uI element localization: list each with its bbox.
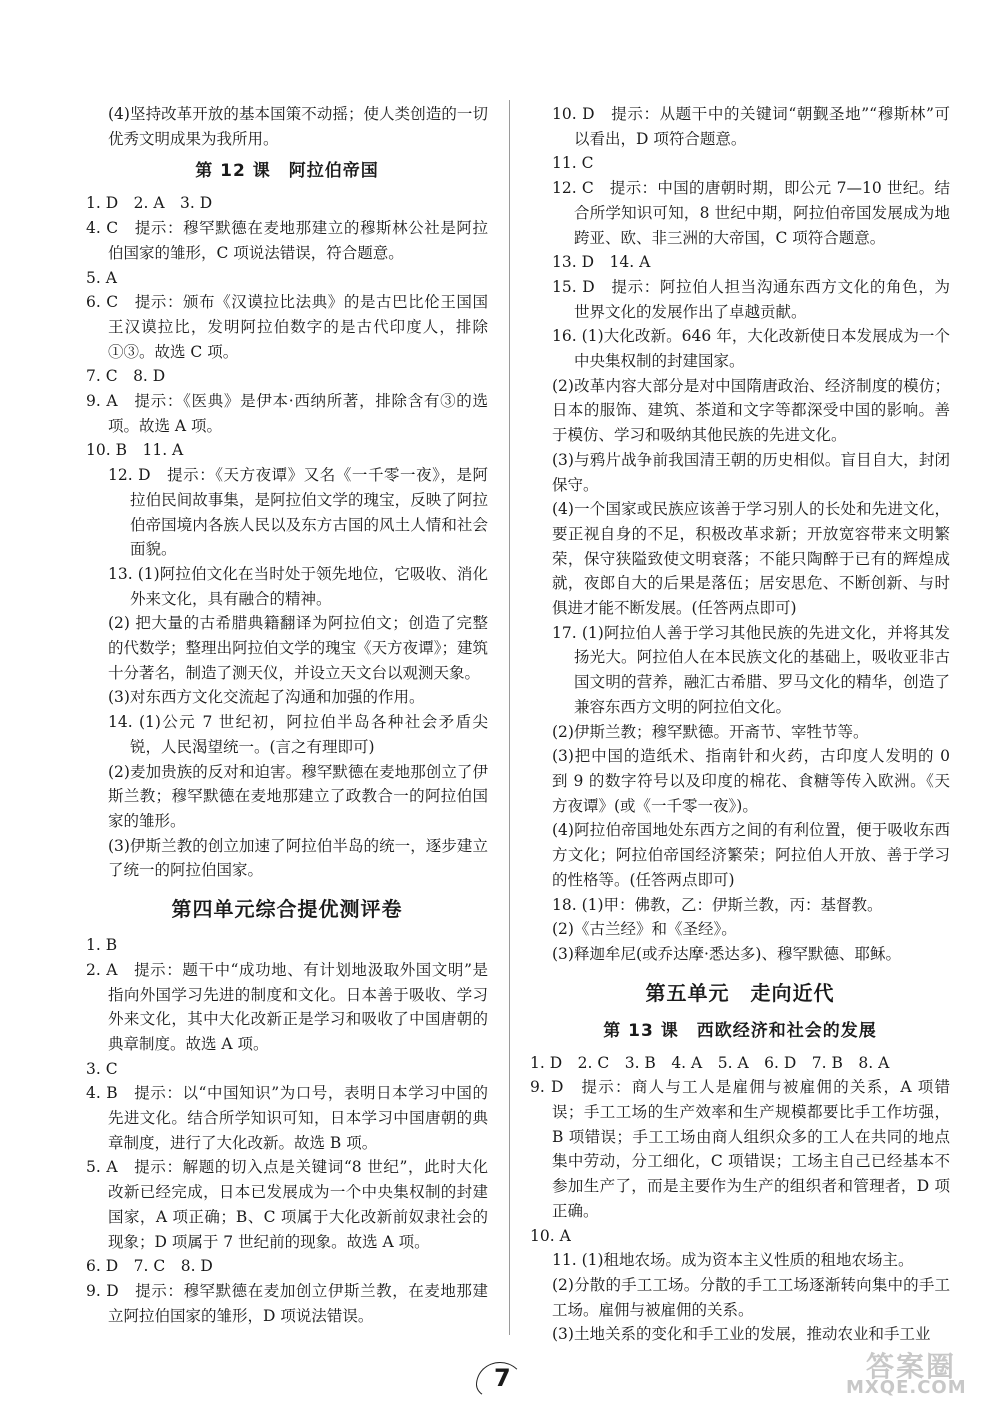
answer-line: 1. B	[86, 936, 118, 955]
answer-subline: (4)阿拉伯帝国地处东西方之间的有利位置，便于吸收东西方文化；阿拉伯帝国经济繁荣；阿拉伯人开放、善于学习的性格等。(任答两点即可)	[552, 821, 950, 889]
answer-line: 6. C 提示：颁布《汉谟拉比法典》的是古巴比伦王国国王汉谟拉比，发明阿拉伯数字的是古代印度人，排除①③。故选 C 项。	[86, 293, 488, 361]
answer-subline: (2)《古兰经》和《圣经》。	[552, 920, 737, 939]
answer-line: 17. (1)阿拉伯人善于学习其他民族的先进文化，并将其发扬光大。阿拉伯人在本民族文化的基础上，吸收亚非古国文明的营养，融汇古希腊、罗马文化的精华，创造了兼容东西方文明的阿拉伯文化。	[552, 623, 950, 716]
answer-line: 7. C 8. D	[86, 367, 166, 386]
answer-line: 6. D 7. C 8. D	[86, 1257, 213, 1276]
answer-subline: (4)一个国家或民族应该善于学习别人的长处和先进文化，要正视自身的不足，积极改革求新；开放宽容带来文明繁荣，保守狭隘致使文明衰落；不能只陶醉于已有的辉煌成就，夜郎自大的后果是落伍；居安思危、不断创新、与时俱进才能不断发展。(任答两点即可)	[552, 500, 950, 618]
answer-line: 9. D 提示：穆罕默德在麦加创立伊斯兰教，在麦地那建立阿拉伯国家的雏形，D 项说法错误。	[86, 1281, 488, 1325]
answer-subline: (3)释迦牟尼(或乔达摩·悉达多)、穆罕默德、耶稣。	[552, 944, 901, 963]
lesson-12-title: 第 12 课 阿拉伯帝国	[195, 161, 379, 182]
answer-subline: (3)对东西方文化交流起了沟通和加强的作用。	[108, 688, 425, 707]
watermark-url: MXQE.COM	[846, 1377, 967, 1398]
answer-subline: (2) 把大量的古希腊典籍翻译为阿拉伯文；创造了完整的代数学；整理出阿拉伯文学的瑰宝《天方夜谭》；建筑十分著名，制造了测天仪，并设立天文台以观测天象。	[108, 614, 488, 682]
column-divider	[509, 100, 510, 1335]
answer-subline: (2)麦加贵族的反对和迫害。穆罕默德在麦地那创立了伊斯兰教；穆罕默德在麦地那建立了政教合一的阿拉伯国家的雏形。	[108, 762, 488, 830]
answer-line: 3. C	[86, 1059, 118, 1078]
answer-line: 4. C 提示：穆罕默德在麦地那建立的穆斯林公社是阿拉伯国家的雏形，C 项说法错误，符合题意。	[86, 219, 488, 262]
answer-line: 12. C 提示：中国的唐朝时期，即公元 7—10 世纪。结合所学知识可知，8 世纪中期，阿拉伯帝国发展成为地跨亚、欧、非三洲的大帝国，C 项符合题意。	[552, 179, 950, 247]
answer-line: 9. D 提示：商人与工人是雇佣与被雇佣的关系，A 项错误；手工工场的生产效率和生产规模都要比手工作坊强，B 项错误；手工工场由商人组织众多的工人在共同的地点集中劳动，分工细化，C 项错误；工场主自己已经基本不参加生产了，而是主要作为生产的组织者和管理者，D 项正确。	[530, 1078, 950, 1220]
answer-line: 13. D 14. A	[552, 253, 651, 272]
answer-line: 14. (1)公元 7 世纪初，阿拉伯半岛各种社会矛盾尖锐，人民渴望统一。(言之有理即可)	[108, 713, 488, 756]
answer-line: 1. D 2. C 3. B 4. A 5. A 6. D 7. B 8. A	[530, 1053, 890, 1072]
answer-subline: (2)伊斯兰教；穆罕默德。开斋节、宰牲节等。	[552, 722, 869, 741]
unit-4-test-title: 第四单元综合提优测评卷	[171, 897, 403, 922]
answer-subline: (3)土地关系的变化和手工业的发展，推动农业和手工业	[552, 1325, 931, 1344]
answer-line: 5. A	[86, 268, 117, 287]
answer-subline: (2)分散的手工工场。分散的手工工场逐渐转向集中的手工工场。雇佣与被雇佣的关系。	[552, 1275, 950, 1319]
answer-subline: (2)改革内容大部分是对中国隋唐政治、经济制度的模仿；日本的服饰、建筑、茶道和文字等都深受中国的影响。善于模仿、学习和吸纳其他民族的先进文化。	[552, 376, 950, 445]
answer-line: 15. D 提示：阿拉伯人担当沟通东西方文化的角色，为世界文化的发展作出了卓越贡献。	[552, 277, 950, 321]
answer-subline: (3)伊斯兰教的创立加速了阿拉伯半岛的统一，逐步建立了统一的阿拉伯国家。	[108, 836, 488, 880]
page-number-text: 7	[494, 1364, 511, 1392]
answer-line: 2. A 提示：题干中“成功地、有计划地汲取外国文明”是指向外国学习先进的制度和文化。日本善于吸收、学习外来文化，其中大化改新正是学习和吸收了中国唐朝的典章制度。故选 A 项。	[86, 960, 488, 1053]
answer-line: 18. (1)甲：佛教，乙：伊斯兰教，丙：基督教。	[552, 895, 883, 914]
answer-line: 16. (1)大化改新。646 年，大化改新使日本发展成为一个中央集权制的封建国家。	[552, 327, 950, 371]
lesson-13-title: 第 13 课 西欧经济和社会的发展	[603, 1020, 877, 1041]
answer-paragraph: (4)坚持改革开放的基本国策不动摇；使人类创造的一切优秀文明成果为我所用。	[108, 105, 488, 148]
answer-line: 10. A	[530, 1226, 571, 1245]
left-column	[86, 102, 488, 1328]
answer-line: 10. D 提示：从题干中的关键词“朝觐圣地”“穆斯林”可以看出，D 项符合题意。	[552, 105, 950, 148]
answer-line: 13. (1)阿拉伯文化在当时处于领先地位，它吸收、消化外来文化，具有融合的精神。	[108, 564, 488, 608]
answer-line: 9. A 提示：《医典》是伊本·西纳所著，排除含有③的选项。故选 A 项。	[86, 392, 488, 435]
answer-line: 5. A 提示：解题的切入点是关键词“8 世纪”，此时大化改新已经完成，日本已发展成为一个中央集权制的封建国家，A 项正确；B、C 项属于大化改新前奴隶社会的现象；D 项属于 7 世纪前的现象。故选 A 项。	[86, 1158, 488, 1251]
answer-line: 11. C	[552, 154, 594, 173]
answer-line: 12. D 提示：《天方夜谭》又名《一千零一夜》，是阿拉伯民间故事集，是阿拉伯文学的瑰宝，反映了阿拉伯帝国境内各族人民以及东方古国的风土人情和社会面貌。	[108, 466, 488, 559]
answer-line: 4. B 提示：以“中国知识”为口号，表明日本学习中国的先进文化。结合所学知识可知，日本学习中国唐朝的典章制度，进行了大化改新。故选 B 项。	[86, 1084, 488, 1152]
answer-subline: (3)与鸦片战争前我国清王朝的历史相似。盲目自大，封闭保守。	[552, 450, 950, 494]
watermark-text: 答案圈	[866, 1350, 957, 1383]
answer-line: 10. B 11. A	[86, 441, 184, 460]
unit-5-title: 第五单元 走向近代	[645, 980, 835, 1005]
answer-line: 1. D 2. A 3. D	[86, 194, 213, 213]
watermark-logo	[836, 1345, 986, 1401]
answer-line: 11. (1)租地农场。成为资本主义性质的租地农场主。	[552, 1251, 914, 1270]
answer-subline: (3)把中国的造纸术、指南针和火药，古印度人发明的 0 到 9 的数字符号以及印度的棉花、食糖等传入欧洲。《天方夜谭》(或《一千零一夜》)。	[552, 747, 950, 815]
page-number	[476, 1362, 524, 1398]
right-column	[530, 102, 950, 1347]
